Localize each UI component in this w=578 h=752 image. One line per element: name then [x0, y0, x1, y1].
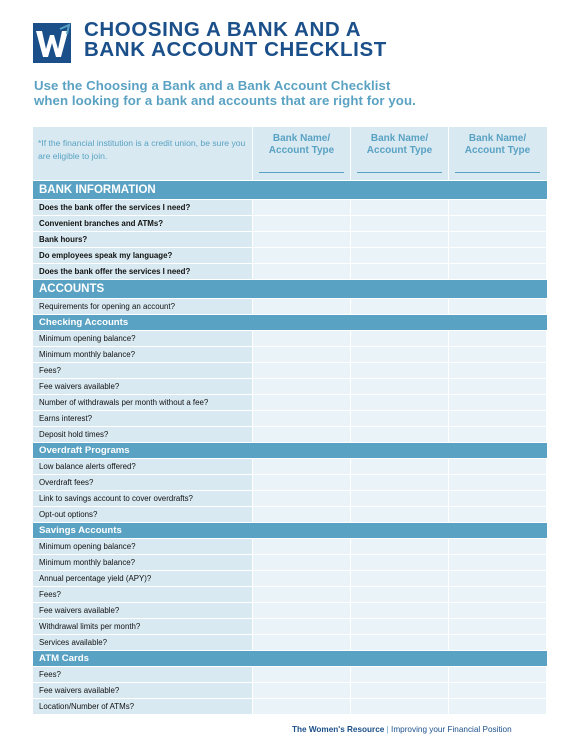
answer-cell[interactable] — [448, 667, 546, 682]
table-row — [33, 346, 547, 362]
answer-cell[interactable] — [448, 264, 546, 279]
answer-cell[interactable] — [448, 363, 546, 378]
table-row — [33, 263, 547, 279]
answer-cell[interactable] — [448, 248, 546, 263]
table-row — [33, 474, 547, 490]
question-label: Overdraft fees? — [33, 475, 252, 490]
table-row — [33, 506, 547, 522]
table-row — [33, 682, 547, 698]
question-label: Does the bank offer the services I need? — [33, 200, 252, 215]
column-header-1-label: Bank Name/ Account Type — [268, 133, 335, 156]
answer-cell[interactable] — [448, 491, 546, 506]
question-label: Link to savings account to cover overdrafts? — [33, 491, 252, 506]
table-row — [33, 602, 547, 618]
question-label: Minimum monthly balance? — [33, 347, 252, 362]
answer-cell[interactable] — [350, 555, 448, 570]
question-label: Fees? — [33, 667, 252, 682]
table-row — [33, 330, 547, 346]
question-label: Earns interest? — [33, 411, 252, 426]
answer-cell[interactable] — [448, 555, 546, 570]
table-row — [33, 586, 547, 602]
table-row — [33, 666, 547, 682]
answer-cell[interactable] — [448, 683, 546, 698]
question-label: Convenient branches and ATMs? — [33, 216, 252, 231]
table-row — [33, 554, 547, 570]
table-row — [33, 538, 547, 554]
answer-cell[interactable] — [252, 699, 350, 714]
answer-cell[interactable] — [350, 411, 448, 426]
answer-cell[interactable] — [448, 331, 546, 346]
table-row — [33, 410, 547, 426]
question-label: Fee waivers available? — [33, 379, 252, 394]
table-row — [33, 199, 547, 215]
answer-cell[interactable] — [350, 507, 448, 522]
answer-cell[interactable] — [252, 635, 350, 650]
subtitle — [34, 78, 554, 108]
column-header-2-label: Bank Name/ Account Type — [366, 133, 433, 156]
answer-cell[interactable] — [448, 395, 546, 410]
answer-cell[interactable] — [252, 459, 350, 474]
answer-cell[interactable] — [350, 427, 448, 442]
answer-cell[interactable] — [350, 571, 448, 586]
table-row — [33, 634, 547, 650]
table-header — [33, 127, 547, 180]
answer-cell[interactable] — [350, 683, 448, 698]
answer-cell[interactable] — [350, 331, 448, 346]
footer-tagline: Improving your Financial Position — [391, 725, 512, 734]
answer-cell[interactable] — [448, 587, 546, 602]
question-label: Minimum opening balance? — [33, 331, 252, 346]
answer-cell[interactable] — [252, 683, 350, 698]
question-label: Fees? — [33, 587, 252, 602]
answer-cell[interactable] — [350, 200, 448, 215]
table-row — [33, 426, 547, 442]
answer-cell[interactable] — [252, 411, 350, 426]
answer-cell[interactable] — [448, 347, 546, 362]
subtitle-line-2: when looking for a bank and accounts that are right for you. — [34, 93, 416, 108]
answer-cell[interactable] — [448, 619, 546, 634]
section-header-bank: BANK INFORMATION — [33, 180, 547, 199]
answer-cell[interactable] — [448, 232, 546, 247]
table-row — [33, 362, 547, 378]
table-row — [33, 298, 547, 314]
answer-cell[interactable] — [252, 539, 350, 554]
checklist-sections — [33, 180, 547, 714]
footer-separator: | — [386, 725, 389, 734]
answer-cell[interactable] — [350, 667, 448, 682]
answer-cell[interactable] — [350, 248, 448, 263]
answer-cell[interactable] — [350, 363, 448, 378]
table-row — [33, 570, 547, 586]
footer — [292, 725, 512, 734]
subtitle-line-1: Use the Choosing a Bank and a Bank Account Checklist — [34, 78, 391, 93]
answer-cell[interactable] — [350, 264, 448, 279]
answer-cell[interactable] — [350, 232, 448, 247]
title-line-2: BANK ACCOUNT CHECKLIST — [84, 38, 387, 61]
answer-cell[interactable] — [350, 347, 448, 362]
question-label: Fees? — [33, 363, 252, 378]
question-label: Minimum opening balance? — [33, 539, 252, 554]
answer-cell[interactable] — [350, 299, 448, 314]
answer-cell[interactable] — [350, 475, 448, 490]
table-row — [33, 618, 547, 634]
section-header-savings: Savings Accounts — [33, 522, 547, 538]
answer-cell[interactable] — [252, 555, 350, 570]
table-row — [33, 247, 547, 263]
answer-cell[interactable] — [448, 379, 546, 394]
answer-cell[interactable] — [252, 587, 350, 602]
answer-cell[interactable] — [252, 379, 350, 394]
answer-cell[interactable] — [350, 619, 448, 634]
answer-cell[interactable] — [448, 699, 546, 714]
answer-cell[interactable] — [350, 491, 448, 506]
question-label: Fee waivers available? — [33, 683, 252, 698]
answer-cell[interactable] — [448, 459, 546, 474]
answer-cell[interactable] — [448, 539, 546, 554]
table-row — [33, 490, 547, 506]
answer-cell[interactable] — [252, 619, 350, 634]
answer-cell[interactable] — [448, 299, 546, 314]
answer-cell[interactable] — [350, 459, 448, 474]
table-row — [33, 698, 547, 714]
table-row — [33, 215, 547, 231]
title-line-1: CHOOSING A BANK AND A — [84, 18, 362, 41]
answer-cell[interactable] — [350, 699, 448, 714]
answer-cell[interactable] — [448, 475, 546, 490]
footer-org: The Women's Resource — [292, 725, 385, 734]
question-label: Minimum monthly balance? — [33, 555, 252, 570]
answer-cell[interactable] — [252, 603, 350, 618]
checklist-table — [33, 127, 547, 714]
logo — [33, 23, 71, 63]
question-label: Does the bank offer the services I need? — [33, 264, 252, 279]
table-row — [33, 378, 547, 394]
answer-cell[interactable] — [252, 200, 350, 215]
answer-cell[interactable] — [448, 571, 546, 586]
question-label: Location/Number of ATMs? — [33, 699, 252, 714]
answer-cell[interactable] — [252, 395, 350, 410]
answer-cell[interactable] — [350, 395, 448, 410]
answer-cell[interactable] — [350, 539, 448, 554]
question-label: Services available? — [33, 635, 252, 650]
answer-cell[interactable] — [448, 635, 546, 650]
answer-cell[interactable] — [252, 299, 350, 314]
answer-cell[interactable] — [252, 331, 350, 346]
answer-cell[interactable] — [252, 216, 350, 231]
bank-name-3-line[interactable] — [455, 172, 540, 173]
question-label: Requirements for opening an account? — [33, 299, 252, 314]
section-header-atm: ATM Cards — [33, 650, 547, 666]
answer-cell[interactable] — [252, 232, 350, 247]
table-row — [33, 394, 547, 410]
question-label: Low balance alerts offered? — [33, 459, 252, 474]
answer-cell[interactable] — [252, 571, 350, 586]
answer-cell[interactable] — [448, 603, 546, 618]
question-label: Opt-out options? — [33, 507, 252, 522]
answer-cell[interactable] — [252, 363, 350, 378]
answer-cell[interactable] — [350, 635, 448, 650]
answer-cell[interactable] — [448, 200, 546, 215]
question-label: Deposit hold times? — [33, 427, 252, 442]
bank-name-1-line[interactable] — [259, 172, 344, 173]
answer-cell[interactable] — [252, 427, 350, 442]
answer-cell[interactable] — [252, 491, 350, 506]
question-label: Withdrawal limits per month? — [33, 619, 252, 634]
table-row — [33, 231, 547, 247]
question-label: Annual percentage yield (APY)? — [33, 571, 252, 586]
answer-cell[interactable] — [350, 587, 448, 602]
question-label: Do employees speak my language? — [33, 248, 252, 263]
section-header-overdraft: Overdraft Programs — [33, 442, 547, 458]
bank-name-2-line[interactable] — [357, 172, 442, 173]
column-header-3-label: Bank Name/ Account Type — [464, 133, 531, 156]
answer-cell[interactable] — [448, 216, 546, 231]
answer-cell[interactable] — [252, 667, 350, 682]
answer-cell[interactable] — [252, 264, 350, 279]
column-header-3 — [448, 127, 546, 180]
answer-cell[interactable] — [252, 248, 350, 263]
answer-cell[interactable] — [252, 347, 350, 362]
column-header-1 — [252, 127, 350, 180]
answer-cell[interactable] — [448, 427, 546, 442]
column-header-2 — [350, 127, 448, 180]
answer-cell[interactable] — [252, 507, 350, 522]
question-label: Bank hours? — [33, 232, 252, 247]
section-header-accounts: ACCOUNTS — [33, 279, 547, 298]
answer-cell[interactable] — [448, 411, 546, 426]
credit-union-note: *If the financial institution is a credit union, be sure you are eligible to join. — [38, 138, 246, 161]
question-label: Fee waivers available? — [33, 603, 252, 618]
answer-cell[interactable] — [350, 603, 448, 618]
answer-cell[interactable] — [252, 475, 350, 490]
answer-cell[interactable] — [448, 507, 546, 522]
question-label: Number of withdrawals per month without a fee? — [33, 395, 252, 410]
page-title — [84, 20, 387, 60]
section-header-checking: Checking Accounts — [33, 314, 547, 330]
logo-w-mark — [33, 23, 71, 63]
answer-cell[interactable] — [350, 216, 448, 231]
table-row — [33, 458, 547, 474]
answer-cell[interactable] — [350, 379, 448, 394]
